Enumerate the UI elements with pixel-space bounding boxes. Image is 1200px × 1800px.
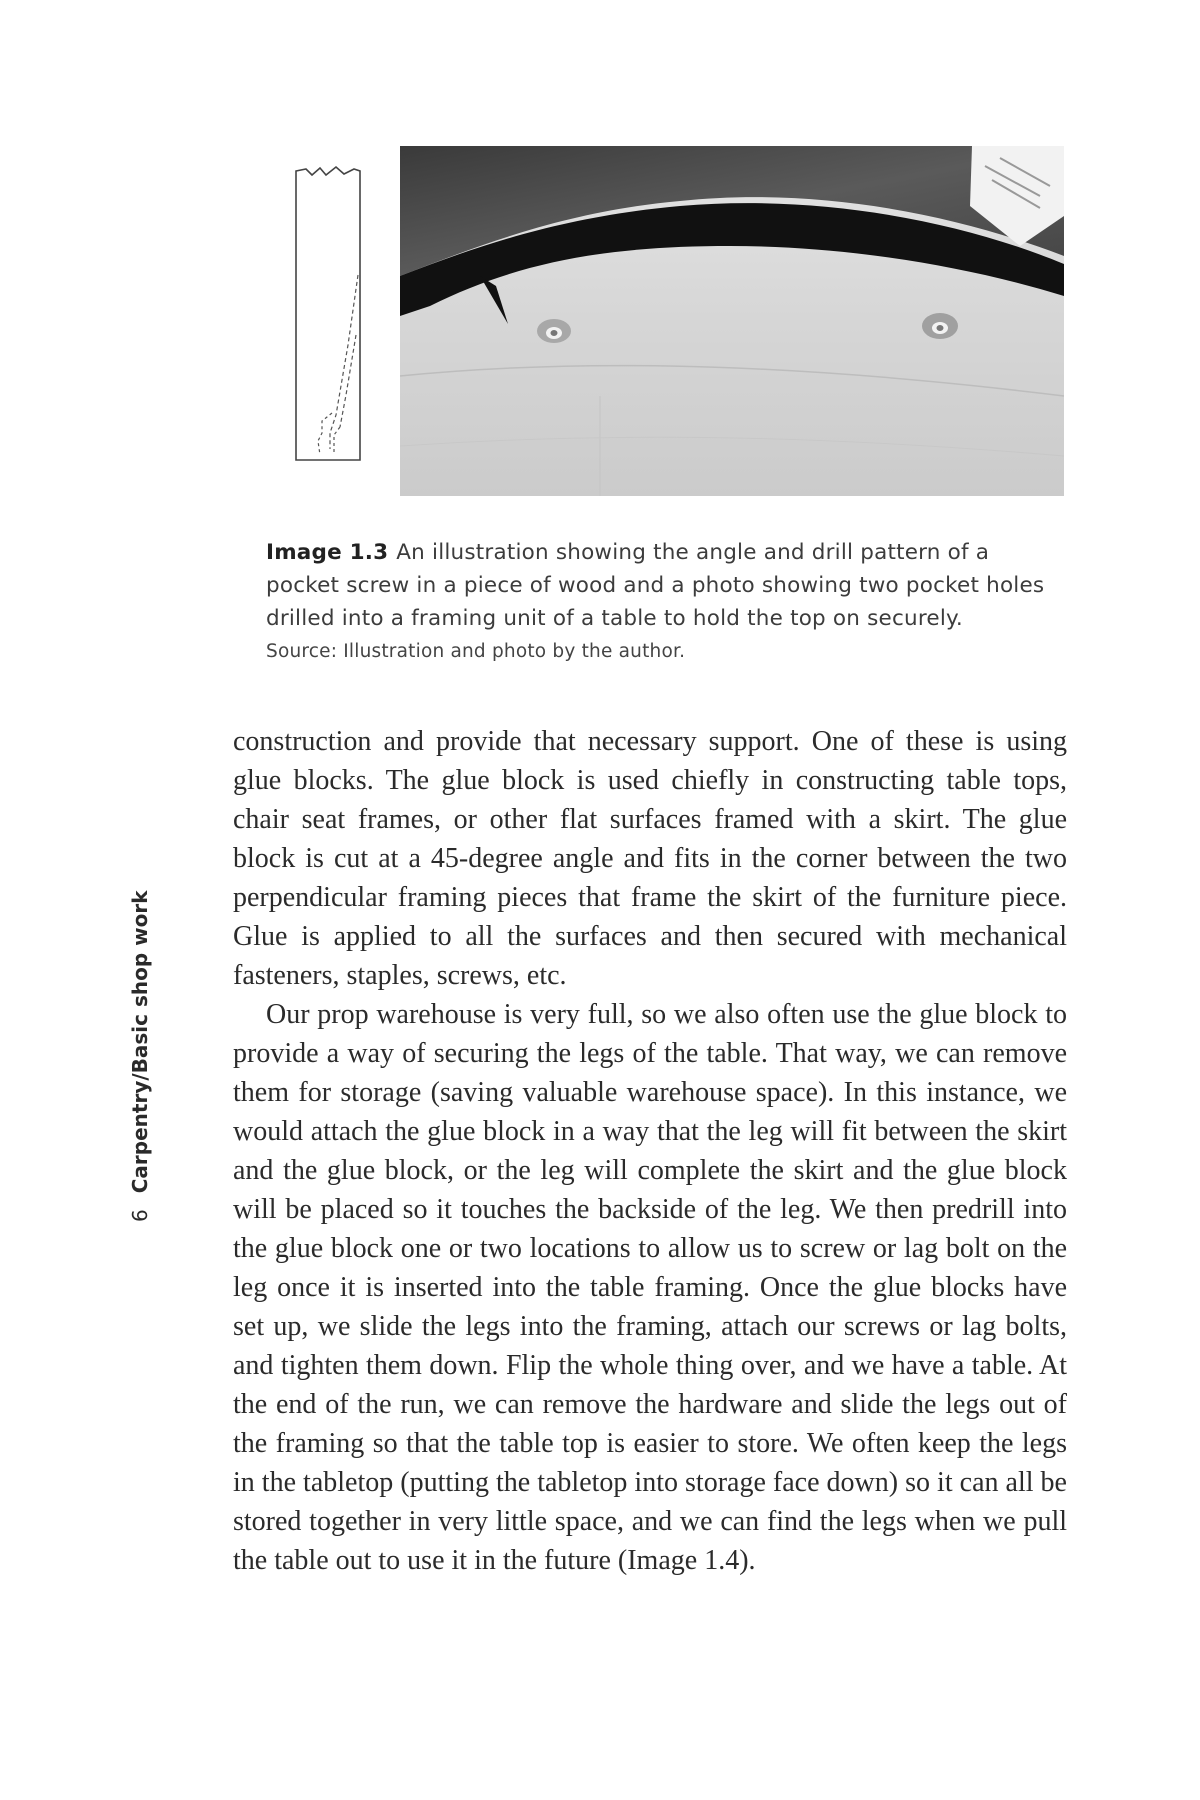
caption-source: Source: Illustration and photo by the author. — [266, 641, 686, 662]
figure-image-1-3 — [292, 140, 1064, 500]
pocket-holes-photo — [400, 146, 1064, 496]
running-head — [128, 890, 152, 1222]
body-text — [233, 722, 1067, 1580]
page-number: 6 — [128, 1209, 152, 1222]
figure-label: Image 1.3 — [266, 540, 389, 565]
paragraph: Our prop warehouse is very full, so we also often use the glue block to provide a way of securing the legs of the table. That way, we can remove them for storage (saving valuable warehouse space). In this instance, we would attach the glue block in a way that the leg will fit between the skirt and the glue block, or the leg will complete the skirt and the glue block will be placed so it touches the backside of the leg. We then predrill into the glue block one or two locations to allow us to screw or lag bolt on the leg once it is inserted into the table framing. Once the glue blocks have set up, we slide the legs into the framing, attach our screws or lag bolts, and tighten them down. Flip the whole thing over, and we have a table. At the end of the run, we can remove the hardware and slide the legs out of the framing so that the table top is easier to store. We often keep the legs in the tabletop (putting the tabletop into storage face down) so it can all be stored together in very little space, and we can find the legs when we pull the table out to use it in the future (Image 1.4). — [233, 999, 1067, 1576]
section-title: Carpentry/Basic shop work — [128, 890, 152, 1194]
pocket-screw-illustration — [292, 165, 364, 465]
paragraph: construction and provide that necessary support. One of these is using glue blocks. The glue block is used chiefly in constructing table tops, chair seat frames, or other flat surfaces framed with a skirt. The glue block is cut at a 45-degree angle and fits in the corner between the two perpendicular framing pieces that frame the skirt of the furniture piece. Glue is applied to all the surfaces and then secured with mechanical fasteners, staples, screws, etc. — [233, 726, 1067, 991]
figure-caption — [266, 536, 1066, 665]
caption-text — [266, 536, 1066, 635]
caption-body: An illustration showing the angle and drill pattern of a pocket screw in a piece of wood and a photo showing two pocket holes drilled into a framing unit of a table to hold the top on securely. — [266, 540, 1045, 631]
